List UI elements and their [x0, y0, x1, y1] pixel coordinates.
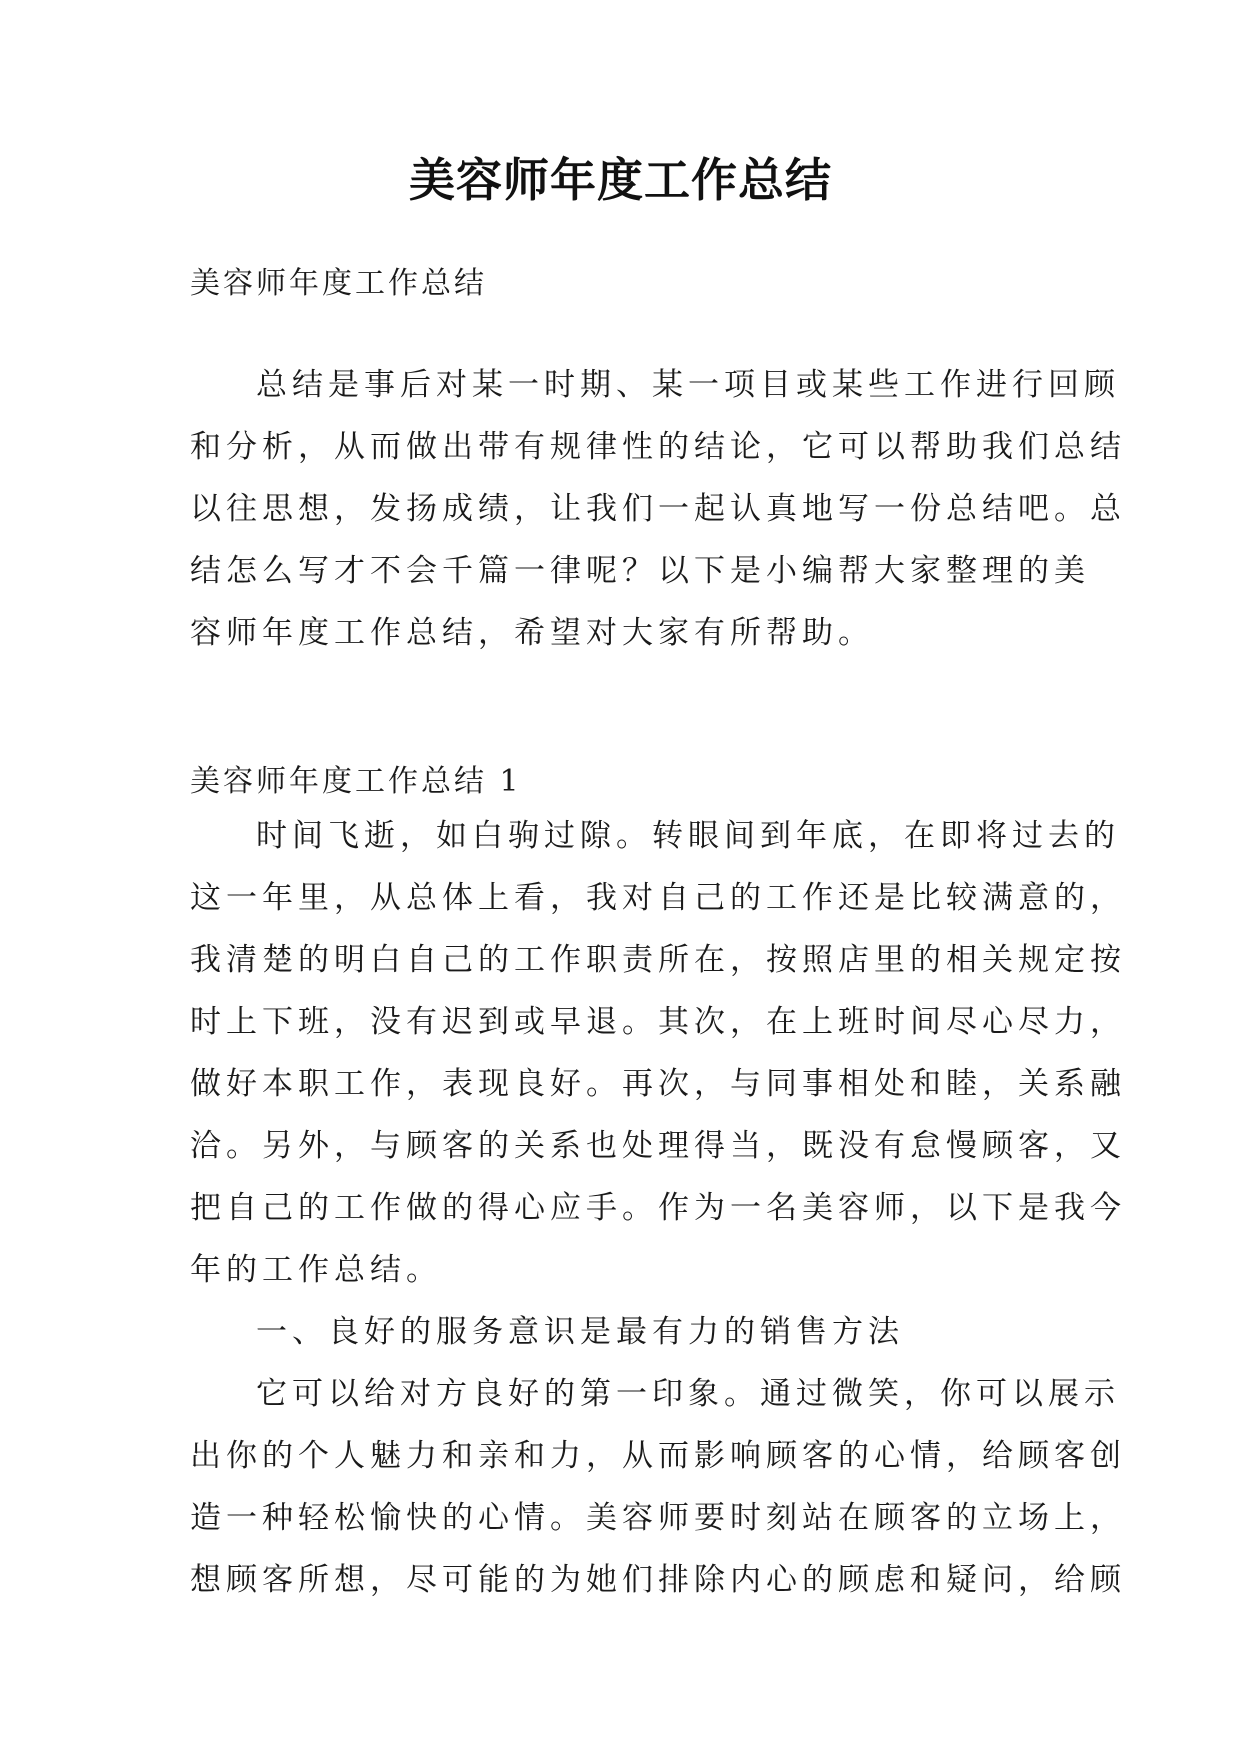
section-heading: 美容师年度工作总结 1	[190, 764, 522, 799]
intro-line: 和分析，从而做出带有规律性的结论，它可以帮助我们总结	[190, 429, 1126, 465]
intro-line: 总结是事后对某一时期、某一项目或某些工作进行回顾	[256, 367, 1120, 403]
body-line: 把自己的工作做的得心应手。作为一名美容师，以下是我今	[190, 1190, 1126, 1226]
body-line: 洽。另外，与顾客的关系也处理得当，既没有怠慢顾客，又	[190, 1128, 1126, 1164]
section-body	[190, 805, 1126, 1611]
body-line: 这一年里，从总体上看，我对自己的工作还是比较满意的，	[190, 880, 1126, 916]
intro-line: 结怎么写才不会千篇一律呢？以下是小编帮大家整理的美	[190, 553, 1090, 589]
body-line: 我清楚的明白自己的工作职责所在，按照店里的相关规定按	[190, 942, 1126, 978]
body-line: 出你的个人魅力和亲和力，从而影响顾客的心情，给顾客创	[190, 1438, 1126, 1474]
intro-paragraph	[190, 354, 1126, 664]
body-line: 时间飞逝，如白驹过隙。转眼间到年底，在即将过去的	[256, 818, 1120, 854]
body-line: 做好本职工作，表现良好。再次，与同事相处和睦，关系融	[190, 1066, 1126, 1102]
body-line: 时上下班，没有迟到或早退。其次，在上班时间尽心尽力，	[190, 1004, 1126, 1040]
body-line: 它可以给对方良好的第一印象。通过微笑，你可以展示	[256, 1376, 1120, 1412]
intro-line: 容师年度工作总结，希望对大家有所帮助。	[190, 615, 874, 651]
body-line: 想顾客所想，尽可能的为她们排除内心的顾虑和疑问，给顾	[190, 1562, 1126, 1598]
intro-line: 以往思想，发扬成绩，让我们一起认真地写一份总结吧。总	[190, 491, 1126, 527]
body-line: 造一种轻松愉快的心情。美容师要时刻站在顾客的立场上，	[190, 1500, 1126, 1536]
body-line: 年的工作总结。	[190, 1252, 442, 1288]
section-subheading: 一、良好的服务意识是最有力的销售方法	[256, 1314, 904, 1350]
page-title: 美容师年度工作总结	[409, 153, 832, 207]
document-subheading: 美容师年度工作总结	[190, 266, 487, 301]
